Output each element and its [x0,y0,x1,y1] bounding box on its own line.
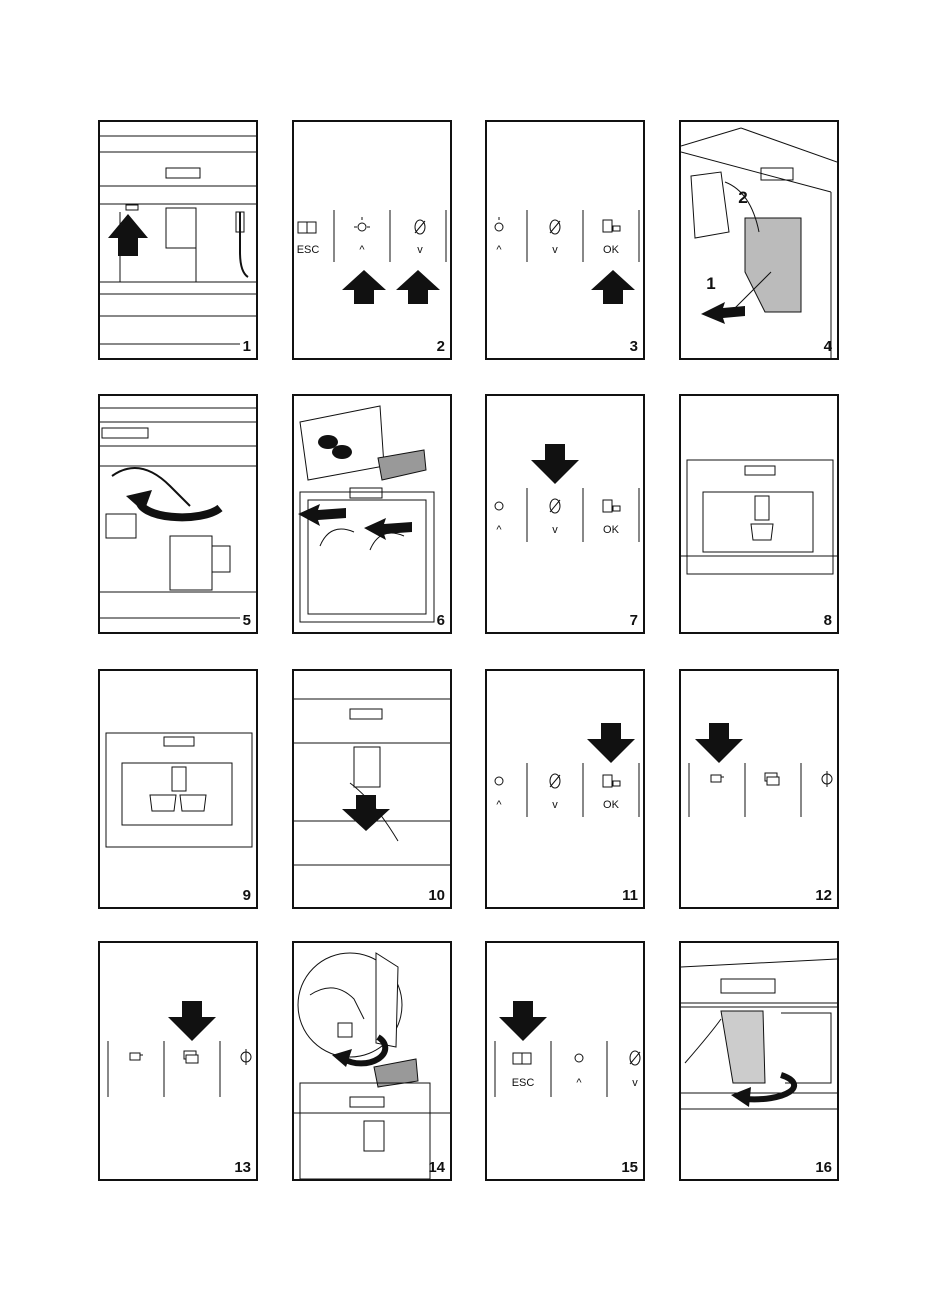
label-down: v [552,244,558,256]
figure-number: 8 [823,612,832,629]
ok-icon [603,500,620,512]
arrow-icon [342,795,390,831]
figure-number: 3 [629,338,638,355]
arrow-icon [731,1087,751,1107]
arrow-icon [695,723,743,763]
coffee-bean-icon [415,220,425,234]
label-ok: OK [603,799,619,811]
figure-number: 1 [242,338,251,355]
coffee-bean-icon [550,499,560,513]
label-down: v [632,1077,638,1089]
figure-1 [98,120,258,360]
arrow-icon [364,518,412,540]
menu-icon [298,222,316,233]
figure-number: 7 [629,612,638,629]
arrow-icon [168,1001,216,1041]
figure-number: 16 [815,1159,832,1176]
arrow-icon [108,214,148,256]
ok-icon [603,775,620,787]
label-down: v [552,799,558,811]
label-ok: OK [603,244,619,256]
figure-number: 12 [815,887,832,904]
figure-4 [679,120,839,360]
figure-5 [98,394,258,634]
label-up: ^ [496,524,502,536]
label-up: ^ [496,799,502,811]
arrow-icon [396,270,440,304]
arrow-icon [342,270,386,304]
figure-number: 6 [436,612,445,629]
callout-1: 1 [706,274,716,293]
double-cup-icon [765,773,779,785]
figure-number: 4 [823,338,832,355]
ok-icon [603,220,620,232]
single-cup-icon [711,775,724,782]
double-cup-icon [184,1051,198,1063]
figure-3 [485,120,645,360]
figure-number: 2 [436,338,445,355]
figure-number: 14 [428,1159,445,1176]
figure-6 [292,394,452,634]
label-esc: ESC [296,244,320,256]
figure-number: 9 [242,887,251,904]
arrow-icon [531,444,579,484]
single-cup-icon [130,1053,143,1060]
label-up: ^ [496,244,502,256]
arrow-icon [587,723,635,763]
figure-12 [679,669,839,909]
label-up: ^ [576,1077,582,1089]
figure-number: 10 [428,887,445,904]
coffee-bean-icon [550,774,560,788]
label-down: v [417,244,423,256]
arrow-icon [499,1001,547,1041]
figure-2 [292,120,452,360]
light-icon [354,217,370,231]
figure-13 [98,941,258,1181]
light-icon [495,217,503,231]
arrow-icon [591,270,635,304]
figure-number: 15 [621,1159,638,1176]
steam-icon [822,771,832,787]
figure-15 [485,941,645,1181]
steam-icon [241,1049,251,1065]
arrow-icon [298,504,346,526]
label-esc: ESC [511,1077,535,1089]
coffee-bean-icon [630,1051,640,1065]
menu-icon [513,1053,531,1064]
label-up: ^ [359,244,365,256]
figure-11 [485,669,645,909]
figure-number: 13 [234,1159,251,1176]
figure-14 [292,941,452,1181]
figure-16 [679,941,839,1181]
figure-8 [679,394,839,634]
coffee-bean-icon [550,220,560,234]
callout-2: 2 [738,188,748,207]
light-icon [575,1054,583,1062]
figure-7 [485,394,645,634]
figure-number: 5 [242,612,251,629]
light-icon [495,502,503,510]
label-ok: OK [603,524,619,536]
light-icon [495,777,503,785]
label-down: v [552,524,558,536]
figure-10 [292,669,452,909]
figure-number: 11 [622,887,638,904]
figure-9 [98,669,258,909]
